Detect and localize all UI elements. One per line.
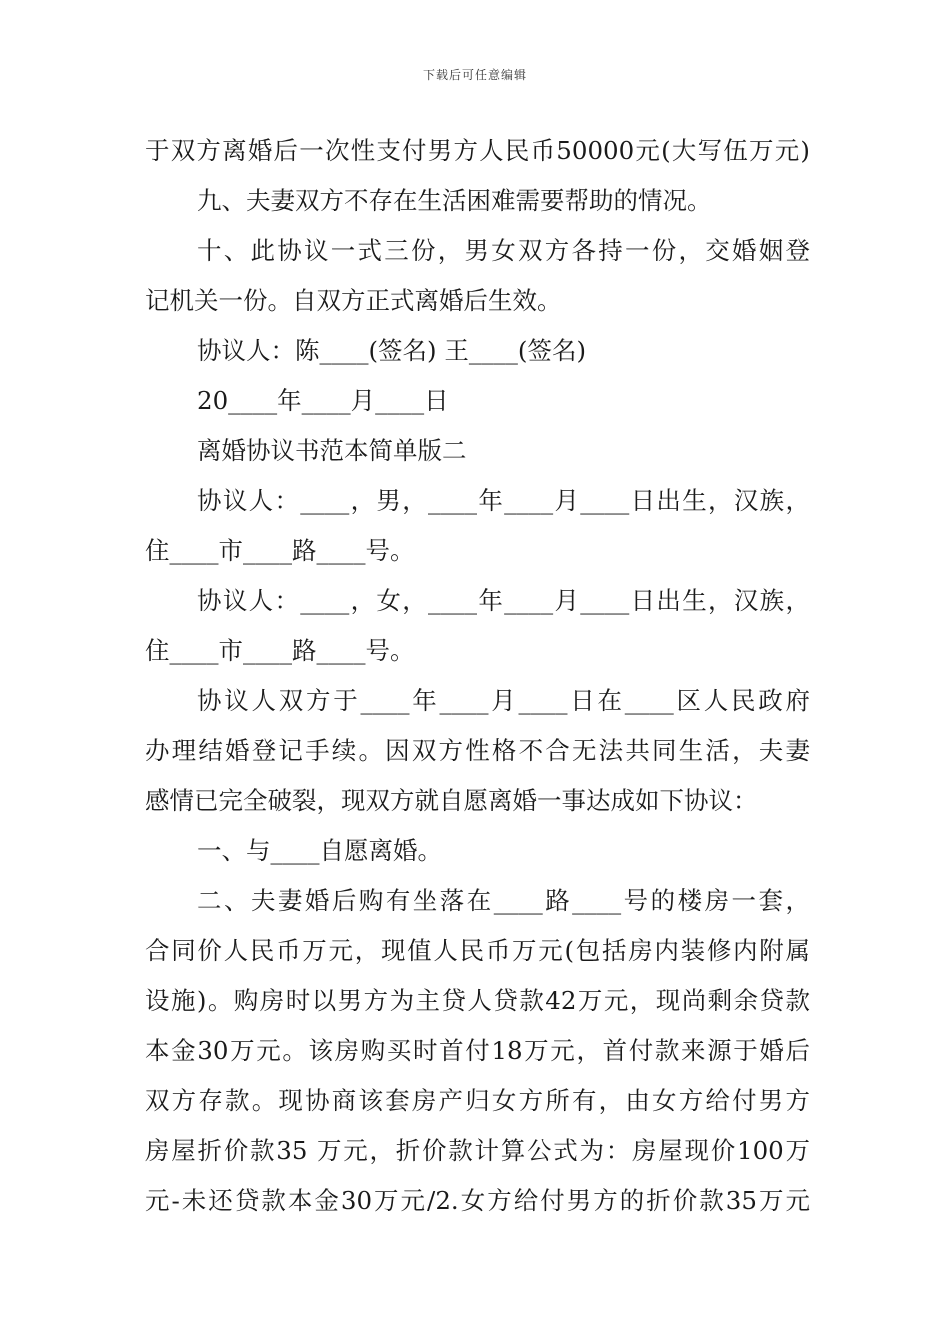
- text-line: 办理结婚登记手续。因双方性格不合无法共同生活，夫妻: [145, 736, 810, 765]
- text-line: 设施)。购房时以男方为主贷人贷款42万元，现尚剩余贷款: [145, 986, 810, 1015]
- text-line: 协议人双方于____年____月____日在____区人民政府: [197, 686, 810, 715]
- date-line: 20____年____月____日: [197, 386, 449, 415]
- text-line: 一、与____自愿离婚。: [197, 836, 442, 865]
- text-line: 九、夫妻双方不存在生活困难需要帮助的情况。: [197, 186, 712, 215]
- text-line: 感情已完全破裂，现双方就自愿离婚一事达成如下协议：: [145, 786, 758, 815]
- document-body: [145, 126, 810, 1226]
- section-title: 离婚协议书范本简单版二: [197, 436, 467, 465]
- signature-line: 协议人：陈____(签名) 王____(签名): [197, 336, 587, 365]
- page-header: 下载后可任意编辑: [422, 68, 527, 82]
- text-line: 住____市____路____号。: [145, 536, 415, 565]
- text-line: 双方存款。现协商该套房产归女方所有，由女方给付男方: [145, 1086, 810, 1115]
- text-line: 住____市____路____号。: [145, 636, 415, 665]
- text-line: 房屋折价款35 万元，折价款计算公式为：房屋现价100万: [145, 1136, 810, 1165]
- text-line: 记机关一份。自双方正式离婚后生效。: [145, 286, 562, 315]
- text-line: 协议人：____，女，____年____月____日出生，汉族，: [197, 586, 810, 615]
- text-line: 元-未还贷款本金30万元/2.女方给付男方的折价款35万元: [145, 1186, 810, 1215]
- text-line: 于双方离婚后一次性支付男方人民币50000元(大写伍万元): [145, 136, 810, 165]
- text-line: 十、此协议一式三份，男女双方各持一份，交婚姻登: [197, 236, 810, 265]
- text-line: 二、夫妻婚后购有坐落在____路____号的楼房一套，: [197, 886, 810, 915]
- text-line: 协议人：____，男，____年____月____日出生，汉族，: [197, 486, 810, 515]
- text-line: 合同价人民币万元，现值人民币万元(包括房内装修内附属: [145, 936, 810, 965]
- text-line: 本金30万元。该房购买时首付18万元，首付款来源于婚后: [145, 1036, 810, 1065]
